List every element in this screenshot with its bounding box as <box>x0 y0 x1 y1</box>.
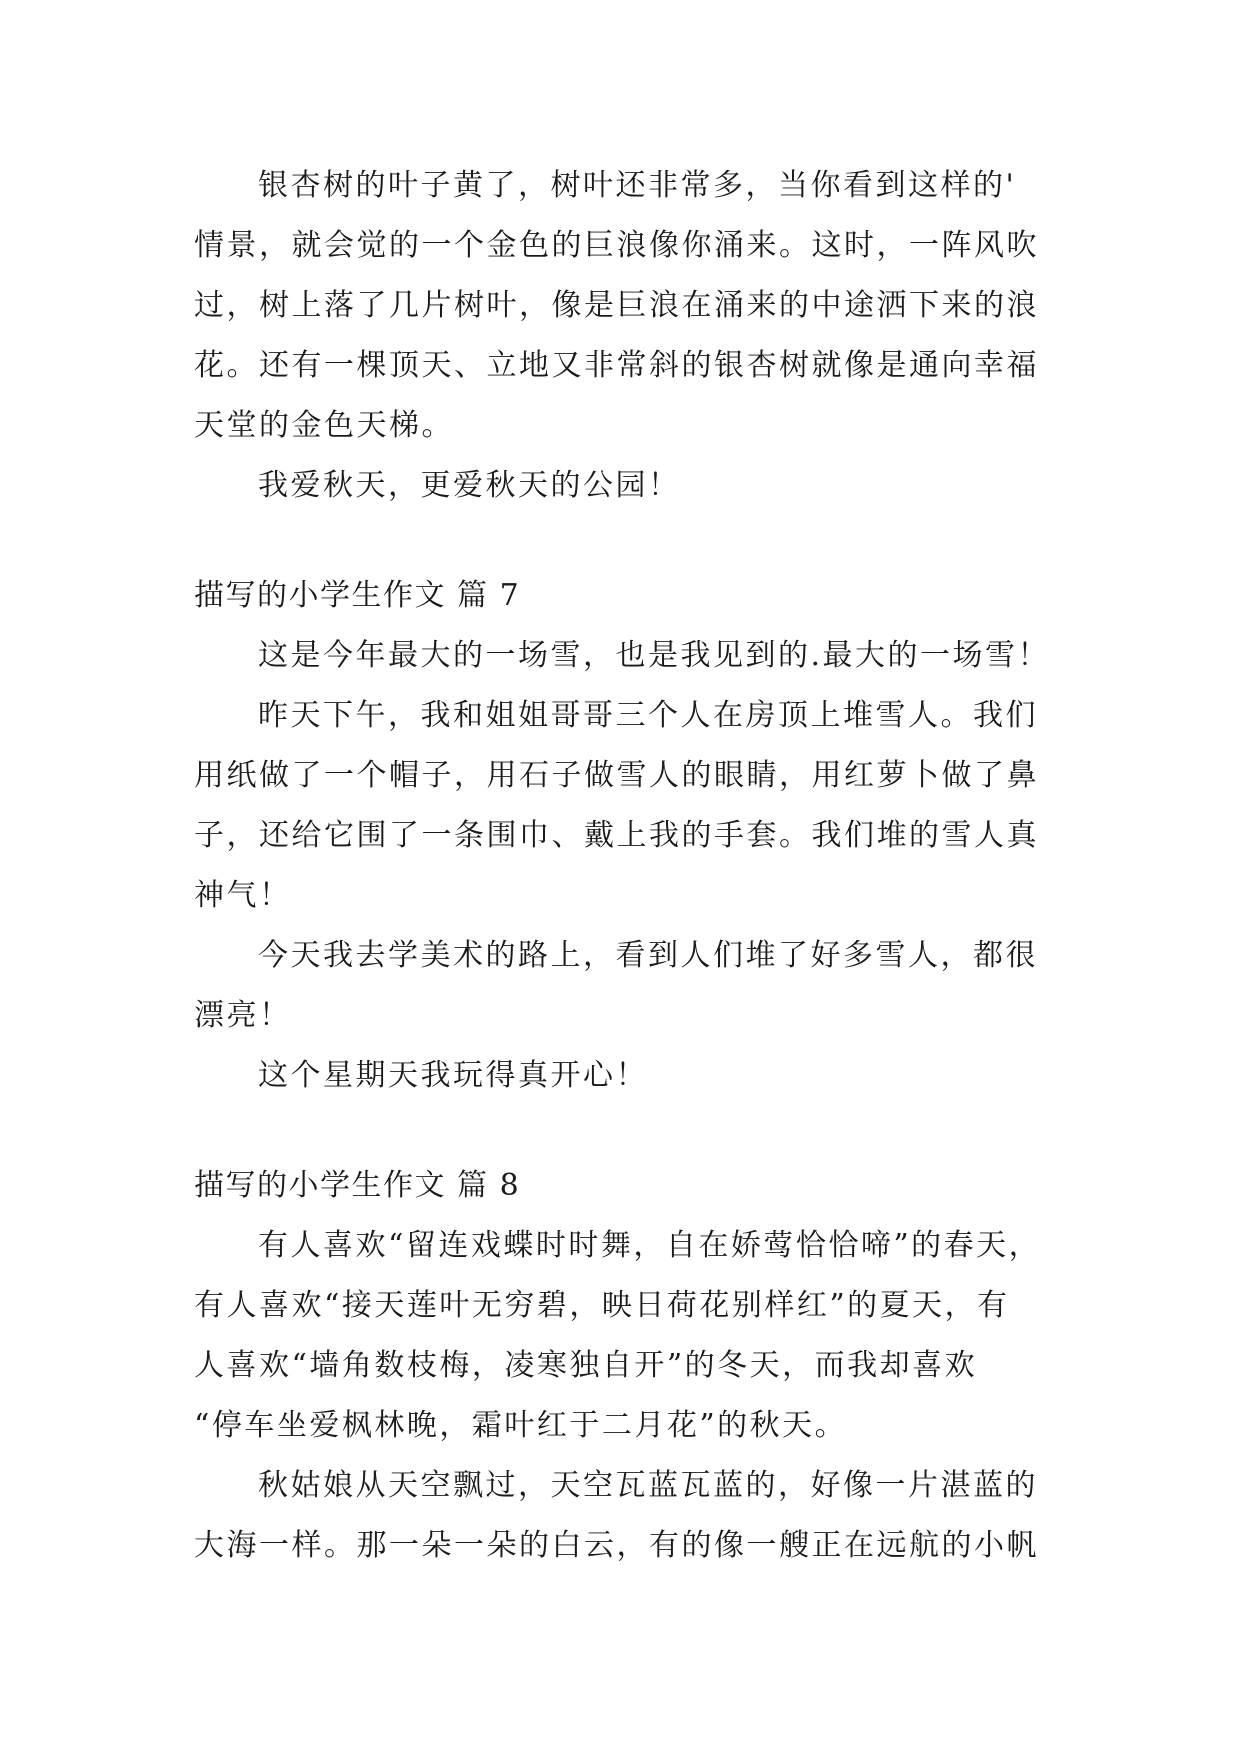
text-line: 人喜欢“墙角数枝梅，凌寒独自开”的冬天，而我却喜欢 <box>194 1348 978 1383</box>
text-line: 有人喜欢“接天莲叶无穷碧，映日荷花别样红”的夏天，有 <box>194 1288 1010 1323</box>
text-line: “停车坐爱枫林晚，霜叶红于二月花”的秋天。 <box>194 1408 848 1443</box>
text-line: 情景，就会觉的一个金色的巨浪像你涌来。这时，一阵风吹 <box>194 228 1039 263</box>
text-line: 用纸做了一个帽子，用石子做雪人的眼睛，用红萝卜做了鼻 <box>194 758 1039 793</box>
section-heading: 描写的小学生作文 篇 8 <box>194 1168 521 1203</box>
text-line: 这个星期天我玩得真开心！ <box>258 1058 648 1093</box>
text-line: 天堂的金色天梯。 <box>194 408 454 443</box>
text-line: 今天我去学美术的路上，看到人们堆了好多雪人，都很 <box>258 938 1038 973</box>
text-line: 秋姑娘从天空飘过，天空瓦蓝瓦蓝的，好像一片湛蓝的 <box>258 1468 1038 1503</box>
text-line: 大海一样。那一朵一朵的白云，有的像一艘正在远航的小帆 <box>194 1528 1039 1563</box>
text-line: 银杏树的叶子黄了，树叶还非常多，当你看到这样的' <box>258 168 1017 203</box>
text-line: 过，树上落了几片树叶，像是巨浪在涌来的中途洒下来的浪 <box>194 288 1039 323</box>
section-heading: 描写的小学生作文 篇 7 <box>194 578 521 613</box>
text-line: 昨天下午，我和姐姐哥哥三个人在房顶上堆雪人。我们 <box>258 698 1038 733</box>
text-line: 神气！ <box>194 878 292 913</box>
text-line: 有人喜欢“留连戏蝶时时舞，自在娇莺恰恰啼”的春天， <box>258 1228 1042 1263</box>
text-line: 花。还有一棵顶天、立地又非常斜的银杏树就像是通向幸福 <box>194 348 1039 383</box>
text-line: 子，还给它围了一条围巾、戴上我的手套。我们堆的雪人真 <box>194 818 1039 853</box>
text-line: 我爱秋天，更爱秋天的公园！ <box>258 468 681 503</box>
text-line: 漂亮！ <box>194 998 292 1033</box>
text-line: 这是今年最大的一场雪，也是我见到的.最大的一场雪！ <box>258 638 1051 673</box>
